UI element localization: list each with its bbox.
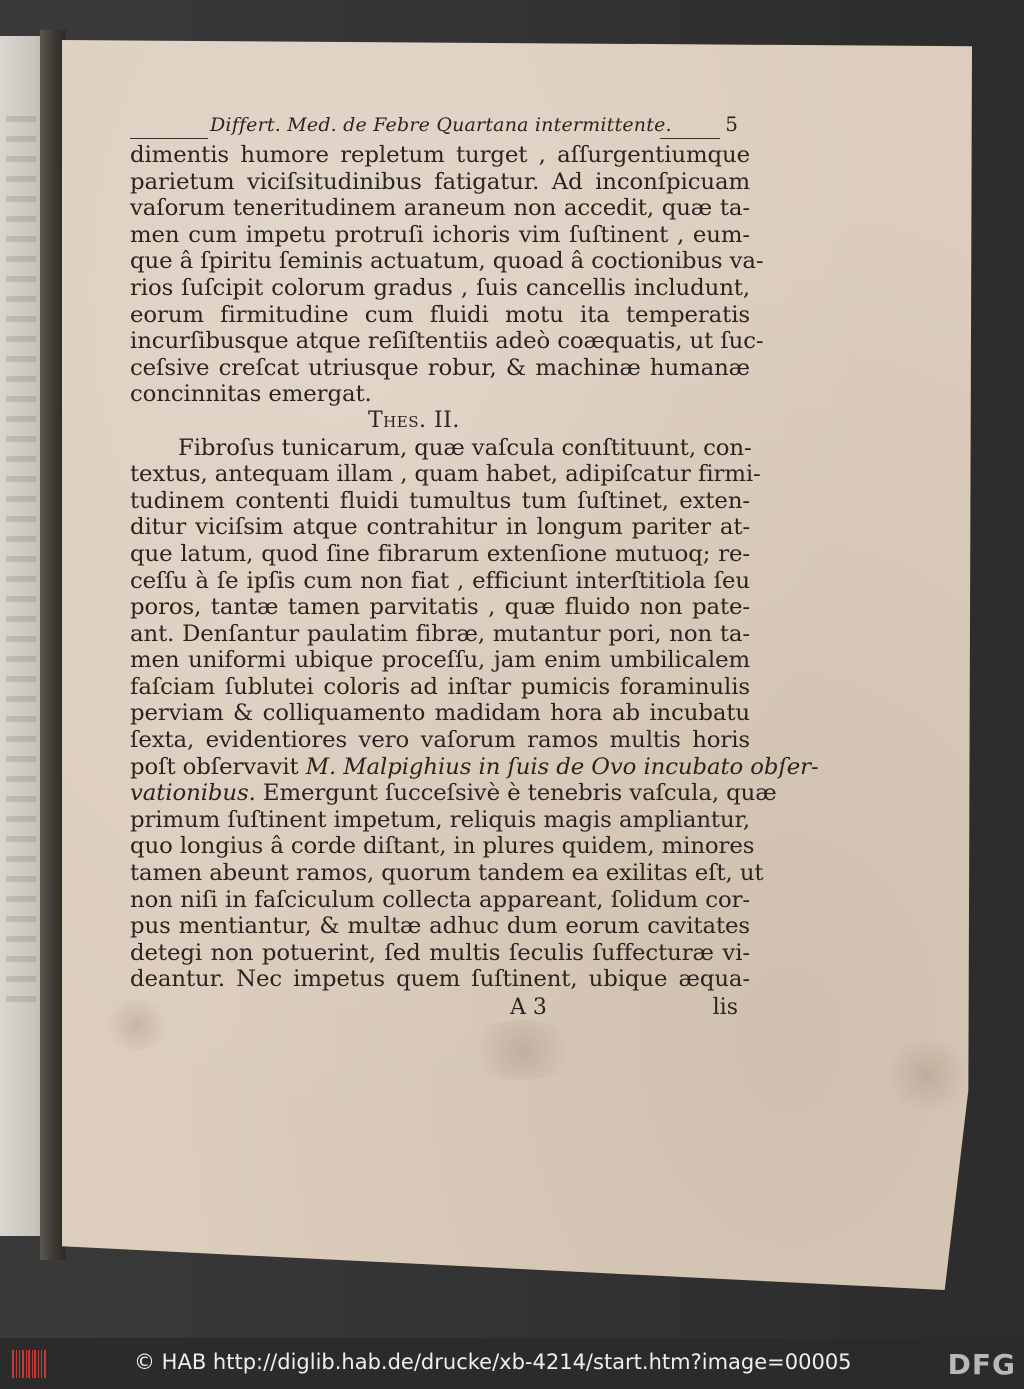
text-line: faſciam ſublutei coloris ad inſtar pumicis foraminulis [130,673,750,700]
copyright-link[interactable]: © HAB http://diglib.hab.de/drucke/xb-4214/start.htm?image=00005 [134,1350,852,1374]
text-line [130,780,777,807]
signature-mark: A 3 [510,995,547,1020]
page-number: 5 [725,112,738,136]
text-line: incurſibusque atque reſiſtentiis adeò coæquatis, ut ſuc- [130,328,764,355]
text-line: tamen abeunt ramos, quorum tandem ea exilitas eſt, ut [130,860,764,887]
text-line: tudinem contenti fluidi tumultus tum ſuſtinet, exten- [130,487,750,514]
text-line: rios ſuſcipit colorum gradus , ſuis cancellis includunt, [130,274,750,301]
text-line: non niſi in faſciculum collecta appareant, ſolidum cor- [130,886,750,913]
text-line: eorum firmitudine cum fluidi motu ita temperatis [130,301,750,328]
text-segment: poſt obſervavit [130,753,299,780]
barcode-icon [12,1350,46,1378]
text-line: ceſſu à ſe ipſis cum non fiat , efficiunt interſtitiola ſeu [130,567,750,594]
text-line: men cum impetu protruſi ichoris vim ſuſtinent , eum- [130,221,750,248]
text-line: textus, antequam illam , quam habet, adipiſcatur firmi- [130,461,761,488]
section-heading: Thes. II. [368,407,460,433]
text-line: que latum, quod ſine fibrarum extenſione mutuoq; re- [130,540,750,567]
running-head [130,112,750,142]
running-title: Differt. Med. de Febre Quartana intermittente. [210,114,672,136]
text-line: primum ſuſtinent impetum, reliquis magis ampliantur, [130,806,750,833]
text-line: ſexta, evidentiores vero vaſorum ramos multis horis [130,727,750,754]
text-segment: Emergunt ſucceſsivè è tenebris vaſcula, quæ [262,780,777,807]
text-line: perviam & colliquamento madidam hora ab incubatu [130,700,750,727]
dfg-logo: DFG [947,1348,1016,1381]
page-text-block [130,112,819,1025]
text-line: quo longius â corde diſtant, in plures quidem, minores [130,833,755,860]
text-line: concinnitas emergat. [130,381,372,408]
text-line: ditur viciſsim atque contrahitur in longum pariter at- [130,514,750,541]
text-line: ant. Denſantur paulatim fibræ, mutantur pori, non ta- [130,620,750,647]
text-line: Fibroſus tunicarum, quæ vaſcula conſtituunt, con- [178,434,752,461]
catchword: lis [712,995,738,1020]
attribution-bar [0,1338,1024,1389]
text-line: vaſorum teneritudinem araneum non accedit, quæ ta- [130,195,750,222]
body-text [130,142,819,993]
text-line: men uniformi ubique proceſſu, jam enim umbilicalem [130,647,750,674]
text-line: ceſsive creſcat utriusque robur, & machinæ humanæ [130,354,750,381]
text-line: deantur. Nec impetus quem ſuſtinent, ubique æqua- [130,966,750,993]
page-footer [130,995,750,1025]
italic-citation: vationibus. [130,780,256,807]
text-line: detegi non potuerint, ſed multis ſeculis ſuffecturæ vi- [130,939,750,966]
text-line: pus mentiantur, & multæ adhuc dum eorum cavitates [130,913,750,940]
text-line: dimentis humore repletum turget , aſſurgentiumque [130,142,750,168]
text-line: que â ſpiritu ſeminis actuatum, quoad â coctionibus va- [130,248,764,275]
italic-citation: M. Malpighius in ſuis de Ovo incubato obſer- [305,753,819,780]
text-line [130,753,819,781]
text-line: parietum viciſsitudinibus fatigatur. Ad inconſpicuam [130,168,750,195]
text-line: poros, tantæ tamen parvitatis , quæ fluido non pate- [130,594,750,621]
